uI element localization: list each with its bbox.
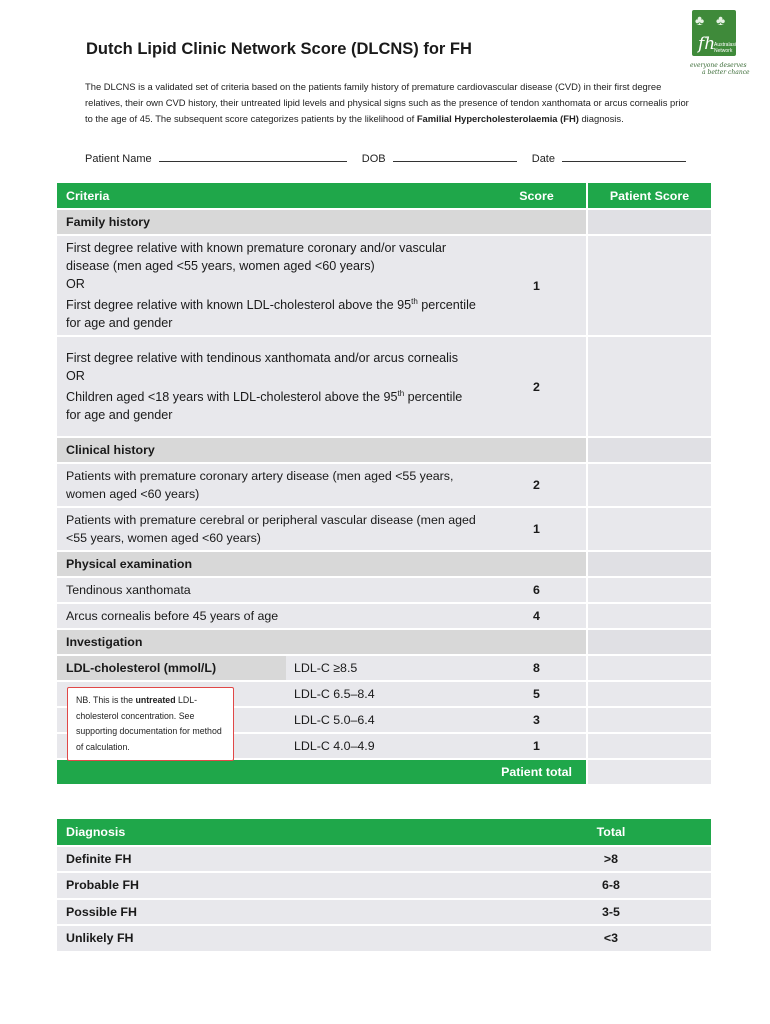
diagnosis-total: 6-8 [511, 872, 711, 899]
section-score-cell [487, 629, 587, 655]
patient-score-cell[interactable] [587, 707, 711, 733]
total-header: Total [511, 819, 711, 846]
patient-score-header: Patient Score [587, 183, 711, 209]
patient-score-cell[interactable] [587, 655, 711, 681]
patient-score-cell[interactable] [587, 437, 711, 463]
table-row [57, 603, 711, 629]
diagnosis-label: Unlikely FH [57, 925, 511, 952]
patient-score-cell[interactable] [587, 336, 711, 437]
patient-details-line [85, 152, 695, 165]
patient-score-cell[interactable] [587, 733, 711, 759]
intro-bold: Familial Hypercholesterolaemia (FH) [416, 113, 579, 124]
patient-total-label: Patient total [57, 759, 587, 785]
criteria-header-row [57, 183, 711, 209]
patient-total-field[interactable] [587, 759, 711, 785]
criteria-text: Patients with premature cerebral or peripheral vascular disease (men aged <55 years, women aged <60 years) [57, 507, 487, 551]
tree-icon: ♣ [695, 12, 705, 28]
diagnosis-label: Possible FH [57, 899, 511, 926]
patient-score-cell[interactable] [587, 235, 711, 336]
criteria-or: OR [66, 369, 85, 384]
ldl-range: LDL-C 4.0–4.9 [286, 733, 487, 759]
logo-network: Australasia Network [714, 42, 739, 54]
score-value: 3 [487, 707, 587, 733]
criteria-line: percentile for age and gender [66, 390, 463, 423]
tree-icon: ♣ [716, 12, 726, 28]
ldl-row [57, 655, 711, 681]
diagnosis-total: <3 [511, 925, 711, 952]
section-investigation [57, 629, 711, 655]
score-value: 4 [487, 603, 587, 629]
diagnosis-header: Diagnosis [57, 819, 511, 846]
score-value: 1 [487, 507, 587, 551]
logo-tagline-line2: a better chance [702, 69, 750, 76]
criteria-text [57, 235, 487, 336]
section-physical-examination [57, 551, 711, 577]
patient-total-row [57, 759, 711, 785]
score-value: 2 [487, 336, 587, 437]
criteria-text [57, 336, 487, 437]
section-score-cell [487, 551, 587, 577]
diagnosis-total: >8 [511, 846, 711, 873]
ldl-label: LDL-cholesterol (mmol/L) [57, 655, 286, 681]
section-heading: Physical examination [57, 551, 487, 577]
criteria-text: Arcus cornealis before 45 years of age [57, 603, 487, 629]
section-heading: Family history [57, 209, 487, 235]
note-bold: untreated [135, 695, 176, 705]
note-text: LDL-cholesterol concentration. See supporting documentation for method of calculation. [76, 695, 222, 752]
patient-score-cell[interactable] [587, 681, 711, 707]
score-value: 1 [487, 733, 587, 759]
intro-end: diagnosis. [578, 113, 624, 124]
table-row [57, 577, 711, 603]
diagnosis-label: Probable FH [57, 872, 511, 899]
section-heading: Investigation [57, 629, 487, 655]
score-value: 8 [487, 655, 587, 681]
criteria-line: First degree relative with known premature coronary and/or vascular disease (men aged <55 years, women aged <60 years) [66, 241, 447, 273]
diagnosis-header-row [57, 819, 711, 846]
section-clinical-history [57, 437, 711, 463]
score-value: 2 [487, 463, 587, 507]
criteria-text: Tendinous xanthomata [57, 577, 487, 603]
patient-score-cell[interactable] [587, 507, 711, 551]
date-label: Date [531, 153, 555, 165]
criteria-line: Children aged <18 years with LDL-cholesterol above the 95 [66, 390, 398, 405]
table-row [57, 235, 711, 336]
section-family-history [57, 209, 711, 235]
note-text: NB. This is the [76, 695, 136, 705]
diagnosis-label: Definite FH [57, 846, 511, 873]
patient-score-cell[interactable] [587, 209, 711, 235]
intro-text: The DLCNS is a validated set of criteria based on the patients family history of premature cardiovascular disease (CVD) in their first degree relatives, their own CVD history, their untreated lipid levels and physical signs such as the presence of tendon xanthomata or arcus cornealis prior to the age of 45. The subsequent score categorizes patients by the likelihood of [85, 81, 689, 124]
criteria-line: percentile for age and gender [66, 298, 476, 331]
section-heading: Clinical history [57, 437, 487, 463]
patient-score-cell[interactable] [587, 463, 711, 507]
superscript: th [397, 389, 405, 399]
logo-mark [692, 10, 739, 56]
logo-tagline-line1: everyone deserves [690, 62, 747, 69]
ldl-range: LDL-C 6.5–8.4 [286, 681, 487, 707]
score-value: 5 [487, 681, 587, 707]
patient-name-field[interactable] [159, 152, 347, 162]
date-field[interactable] [562, 152, 686, 162]
ldl-range: LDL-C ≥8.5 [286, 655, 487, 681]
patient-score-cell[interactable] [587, 577, 711, 603]
diagnosis-total: 3-5 [511, 899, 711, 926]
table-row [57, 925, 711, 952]
intro-paragraph [85, 79, 695, 127]
patient-name-label: Patient Name [85, 153, 152, 165]
table-row [57, 463, 711, 507]
criteria-line: First degree relative with tendinous xanthomata and/or arcus cornealis [66, 351, 459, 366]
criteria-line: First degree relative with known LDL-cholesterol above the 95 [66, 298, 412, 313]
table-row [57, 846, 711, 873]
criteria-text: Patients with premature coronary artery disease (men aged <55 years, women aged <60 years) [57, 463, 487, 507]
logo-tagline [690, 62, 762, 76]
fh-network-logo [690, 10, 762, 80]
section-score-cell [487, 209, 587, 235]
score-header: Score [487, 183, 587, 209]
section-score-cell [487, 437, 587, 463]
superscript: th [411, 297, 418, 306]
patient-score-cell[interactable] [587, 551, 711, 577]
table-row [57, 336, 711, 437]
ldl-range: LDL-C 5.0–6.4 [286, 707, 487, 733]
page-title: Dutch Lipid Clinic Network Score (DLCNS) for FH [86, 40, 472, 58]
table-row [57, 899, 711, 926]
logo-letters: fh [698, 34, 716, 54]
diagnosis-table [57, 819, 711, 953]
patient-score-cell[interactable] [587, 629, 711, 655]
score-value: 6 [487, 577, 587, 603]
untreated-ldl-note [67, 687, 234, 761]
table-row [57, 872, 711, 899]
score-value: 1 [487, 235, 587, 336]
dob-field[interactable] [393, 152, 517, 162]
patient-score-cell[interactable] [587, 603, 711, 629]
criteria-or: OR [66, 277, 85, 291]
table-row [57, 507, 711, 551]
criteria-header: Criteria [57, 183, 487, 209]
dob-label: DOB [361, 153, 386, 165]
